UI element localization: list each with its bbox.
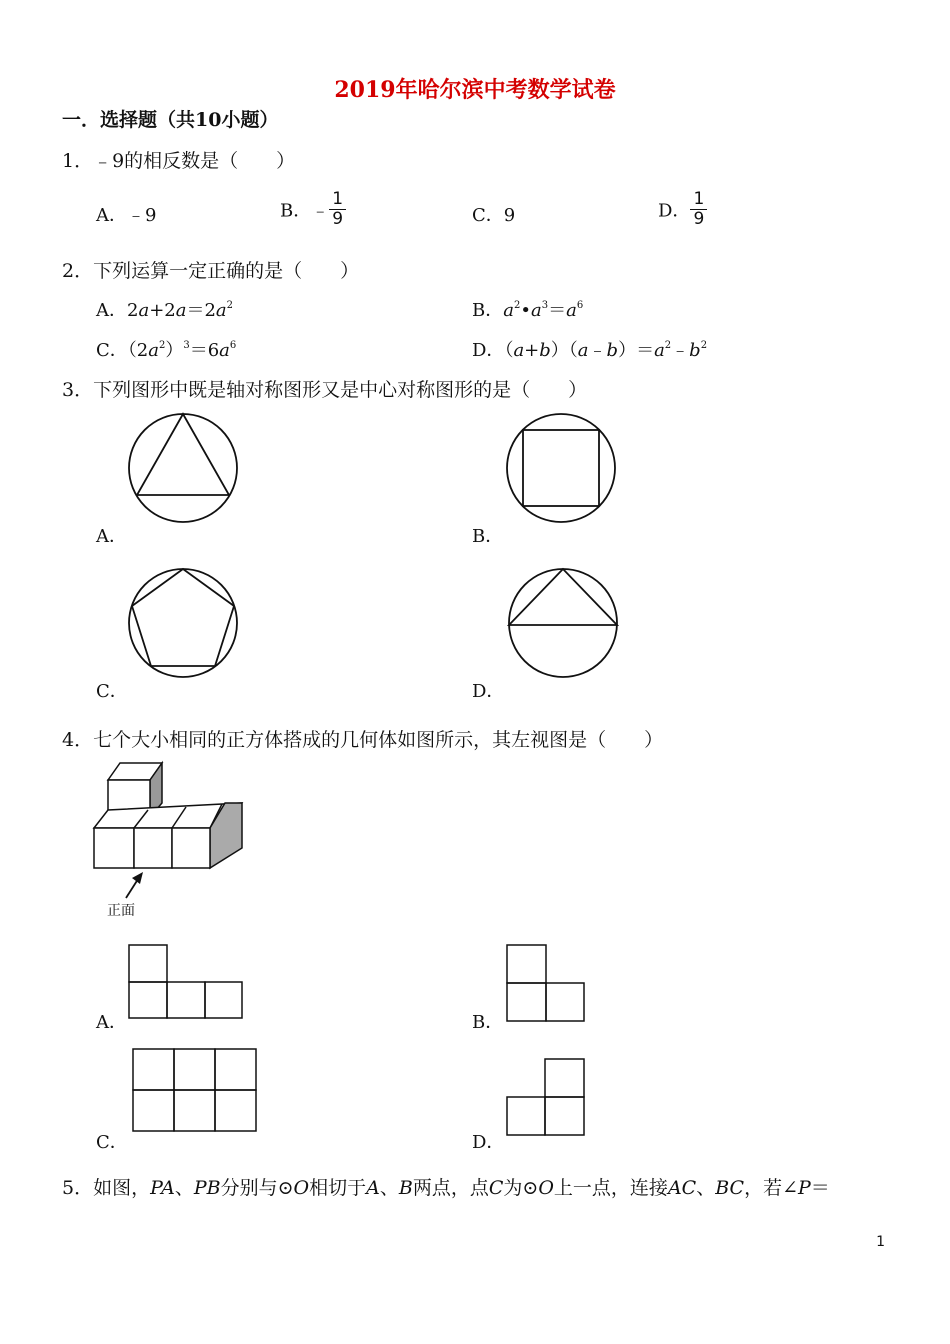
q1-option-b-denominator: 9 <box>332 209 344 229</box>
q5-p: P <box>798 1177 811 1199</box>
q4b-cell-2 <box>546 983 584 1021</box>
q3a-triangle <box>137 414 229 495</box>
q3-option-b[interactable]: B． <box>472 526 504 547</box>
q5-t2: 相切于 <box>309 1177 367 1199</box>
q2-option-b[interactable] <box>472 296 583 322</box>
q1-option-b[interactable] <box>280 190 346 229</box>
q4-front-face-3 <box>172 828 210 868</box>
q2a-c1: 2 <box>127 300 139 321</box>
q5-t5: 上一点，连接 <box>553 1177 668 1199</box>
q1-option-b-numerator: 1 <box>329 190 346 210</box>
q5-t6: ，若∠ <box>744 1177 798 1199</box>
q2d-v1: a <box>513 340 525 361</box>
q2d-v2: b <box>539 340 551 361</box>
q2c-pow: 3 <box>183 340 190 351</box>
q4c-cell-1 <box>133 1049 174 1090</box>
q3a-circle <box>129 414 237 522</box>
q2-stem: 2．下列运算一定正确的是（ ） <box>62 260 360 282</box>
q4a-cell-1 <box>129 982 167 1018</box>
q2d-v6: b <box>689 340 701 361</box>
q5-b: B <box>398 1177 413 1199</box>
q4-solid-figure <box>90 760 245 920</box>
q1-option-d-fraction <box>690 190 707 229</box>
q2b-e1: 2 <box>513 300 521 311</box>
q5-pa: PA <box>150 1177 175 1199</box>
q3-figure-a <box>127 412 241 526</box>
q4a-cell-top <box>129 945 167 982</box>
q4c-cell-4 <box>133 1090 174 1131</box>
q2-option-a[interactable] <box>96 296 233 322</box>
q2b-dot: • <box>520 300 531 321</box>
page-title: 2019年哈尔滨中考数学试卷 <box>334 77 616 103</box>
q2a-v2: a <box>175 300 187 321</box>
q5-c: C <box>488 1177 504 1199</box>
q2a-v3: a <box>215 300 227 321</box>
q4-figure-a <box>128 944 244 1020</box>
q4-front-face-1 <box>94 828 134 868</box>
q3d-circle <box>509 569 617 677</box>
q5-ac: AC <box>667 1177 697 1199</box>
q4-option-c[interactable]: C． <box>96 1132 128 1153</box>
q2c-eq: ＝6 <box>189 340 220 361</box>
q3c-circle <box>129 569 237 677</box>
q3-option-c[interactable]: C． <box>96 681 128 702</box>
q5-o1: O <box>293 1177 310 1199</box>
q2b-label: B． <box>472 300 504 321</box>
q4d-cell-1 <box>507 1097 545 1135</box>
q2-option-c[interactable] <box>96 336 236 362</box>
q4-figure-b <box>506 944 586 1024</box>
q5-bc: BC <box>715 1177 745 1199</box>
q2a-c3: ＝2 <box>186 300 216 321</box>
q3b-square <box>523 430 599 506</box>
q4-stem: 4．七个大小相同的正方体搭成的几何体如图所示，其左视图是（ ） <box>62 729 664 751</box>
q4c-cell-5 <box>174 1090 215 1131</box>
q4c-cell-6 <box>215 1090 256 1131</box>
q4a-cell-2 <box>167 982 205 1018</box>
q2c-e1: 2 <box>158 340 166 351</box>
q4c-cell-3 <box>215 1049 256 1090</box>
q4b-cell-1 <box>507 983 546 1021</box>
q5-a: A <box>366 1177 380 1199</box>
q2d-eq: ＝ <box>636 340 655 361</box>
q4c-cell-2 <box>174 1049 215 1090</box>
q2c-close: ） <box>165 340 184 361</box>
q3-figure-c <box>127 567 241 681</box>
q4d-cell-top <box>545 1059 584 1097</box>
q1-option-d-denominator: 9 <box>693 209 705 229</box>
q2b-e2: 3 <box>541 300 549 311</box>
q5-sep3: 、 <box>696 1177 716 1199</box>
q4-option-d[interactable]: D． <box>472 1132 505 1153</box>
q2d-p1o: （ <box>504 340 514 361</box>
q2b-e3: 6 <box>576 300 584 311</box>
q1-option-d-numerator: 1 <box>690 190 707 210</box>
q5-o2: O <box>538 1177 554 1199</box>
q3-figure-b <box>505 412 619 526</box>
q2-option-d[interactable] <box>472 336 707 362</box>
q2d-p2c: ） <box>618 340 637 361</box>
q2d-v3: a <box>577 340 589 361</box>
q3-option-a[interactable]: A． <box>96 526 127 547</box>
q1-option-b-label: B．﹣ <box>280 200 330 222</box>
q2c-v1: a <box>148 340 159 361</box>
q4-option-a[interactable]: A． <box>96 1012 127 1033</box>
q1-option-b-fraction <box>329 190 346 229</box>
q4d-cell-2 <box>545 1097 584 1135</box>
q2d-p1c: ） <box>550 340 569 361</box>
q2b-v3: a <box>566 300 577 321</box>
q3d-triangle <box>509 569 617 625</box>
q5-sep2: 、 <box>379 1177 399 1199</box>
q2d-v4: b <box>606 340 619 361</box>
q2b-v1: a <box>503 300 514 321</box>
q1-option-d[interactable] <box>658 190 707 229</box>
q2d-plus: + <box>524 340 540 361</box>
q5-sep1: 、 <box>174 1177 194 1199</box>
q2c-e2: 6 <box>229 340 237 351</box>
q2c-label: C． <box>96 340 128 361</box>
q5-t7: ＝ <box>810 1177 830 1199</box>
q5-pb: PB <box>193 1177 221 1199</box>
q5-t3: 两点，点 <box>412 1177 489 1199</box>
q2d-e6: 2 <box>700 340 708 351</box>
q5-t4: 为⊙ <box>503 1177 539 1199</box>
q4b-cell-top <box>507 945 546 983</box>
page-number: 1 <box>876 1234 885 1250</box>
q2c-open: （2 <box>127 340 149 361</box>
q5-stem <box>62 1173 830 1200</box>
q2d-label: D． <box>472 340 505 361</box>
q1-option-c[interactable]: C．9 <box>472 205 516 226</box>
q4-figure-c <box>132 1048 258 1134</box>
q3-stem: 3．下列图形中既是轴对称图形又是中心对称图形的是（ ） <box>62 379 588 401</box>
q1-option-a[interactable]: A．﹣9 <box>96 205 157 226</box>
q1-option-d-label: D． <box>658 200 691 222</box>
q2c-v2: a <box>219 340 230 361</box>
q2d-minus2: ﹣ <box>671 340 690 361</box>
q2a-e3: 2 <box>226 300 234 311</box>
section-heading: 一．选择题（共10小题） <box>62 109 279 131</box>
q3-figure-d <box>505 567 623 681</box>
q2d-p2o: （ <box>568 340 578 361</box>
q2a-c2: +2 <box>149 300 176 321</box>
q2b-v2: a <box>530 300 542 321</box>
q2d-v5: a <box>654 340 665 361</box>
q4-arrow-head <box>132 872 143 884</box>
q2a-label: A． <box>96 300 127 321</box>
q4-front-face-2 <box>134 828 172 868</box>
q2d-minus: ﹣ <box>588 340 607 361</box>
q2b-eq: ＝ <box>548 300 567 321</box>
q1-stem: 1．﹣9的相反数是（ ） <box>62 150 296 172</box>
q4a-cell-3 <box>205 982 242 1018</box>
q2d-e5: 2 <box>664 340 672 351</box>
q4-figure-d <box>506 1058 586 1138</box>
q4-front-label: 正面 <box>107 903 135 919</box>
q5-number: 5．如图， <box>62 1177 151 1199</box>
q2a-v1: a <box>138 300 150 321</box>
q5-t1: 分别与⊙ <box>220 1177 294 1199</box>
q4-option-b[interactable]: B． <box>472 1012 504 1033</box>
q3-option-d[interactable]: D． <box>472 681 505 702</box>
